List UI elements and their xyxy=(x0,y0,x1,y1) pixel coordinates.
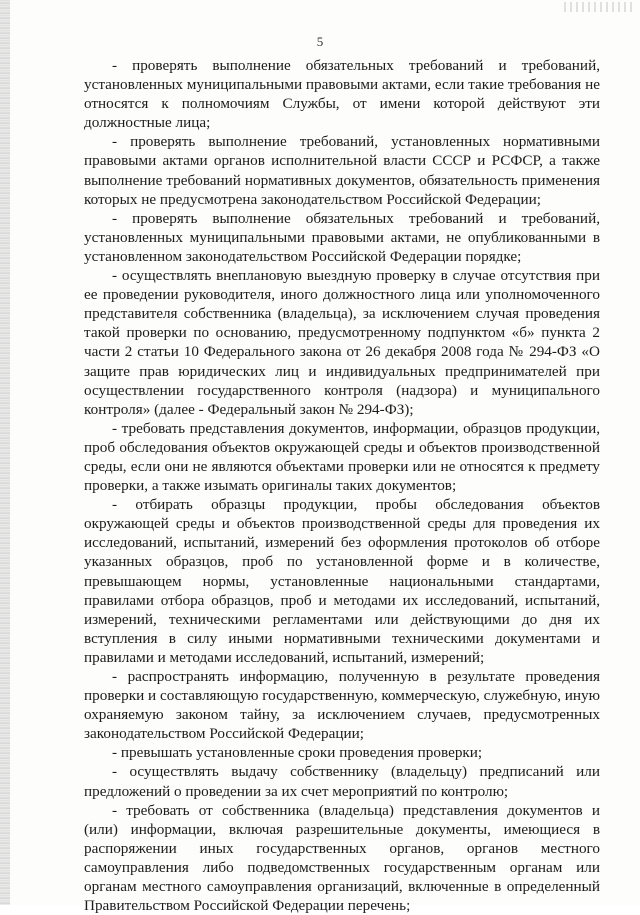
scan-edge xyxy=(0,0,10,905)
scan-artifact xyxy=(564,2,634,12)
page-number: 5 xyxy=(316,34,324,49)
paragraph: - требовать от собственника (владельца) представления документов и (или) информации, включая разрешительные документы, имеющиеся в распоряжении иных государственных органов, органов местного самоуправления либо подведомственных государственным органам или органам местного самоуправления организаций, включенные в определенный Правительством Российской Федерации перечень; xyxy=(84,801,600,915)
paragraph: - распространять информацию, полученную в результате проведения проверки и составляющую государственную, коммерческую, служебную, иную охраняемую законом тайну, за исключением случаев, предусмотренных законодательством Российской Федерации; xyxy=(84,668,600,743)
paragraph: - превышать установленные сроки проведения проверки; xyxy=(112,744,483,762)
document-body xyxy=(84,56,600,915)
paragraph: - осуществлять внеплановую выездную проверку в случае отсутствия при ее проведении руководителя, иного должностного лица или уполномоченного представителя собственника (владельца), за исключением случая проведения такой проверки по основанию, предусмотренному подпунктом «б» пункта 2 части 2 статьи 10 Федерального закона от 26 декабря 2008 года № 294-ФЗ «О защите прав юридических лиц и индивидуальных предпринимателей при осуществлении государственного контроля (надзора) и муниципального контроля» (далее - Федеральный закон № 294-ФЗ); xyxy=(84,267,600,418)
paragraph: - требовать представления документов, информации, образцов продукции, проб обследования объектов окружающей среды и объектов производственной среды, если они не являются объектами проверки или не относятся к предмету проверки, а также изымать оригиналы таких документов; xyxy=(84,419,600,495)
paragraph: - проверять выполнение требований, установленных нормативными правовыми актами органов исполнительной власти СССР и РСФСР, а также выполнение требований нормативных документов, обязательность применения которых не предусмотрена законодательством Российской Федерации; xyxy=(84,133,600,208)
paragraph: - проверять выполнение обязательных требований и требований, установленных муниципальными правовыми актами, не опубликованными в установленном законодательством Российской Федерации порядке; xyxy=(84,209,600,265)
paragraph: - осуществлять выдачу собственнику (владельцу) предписаний или предложений о проведении за их счет мероприятий по контролю; xyxy=(84,763,600,800)
paragraph: - проверять выполнение обязательных требований и требований, установленных муниципальными правовыми актами, если такие требования не относятся к полномочиям Службы, от имени которой действуют эти должностные лица; xyxy=(84,57,600,132)
paragraph: - отбирать образцы продукции, пробы обследования объектов окружающей среды и объектов производственной среды для проведения их исследований, испытаний, измерений без оформления протоколов об отборе указанных образцов, проб по установленной форме и в количестве, превышающем нормы, установленные национальными стандартами, правилами отбора образцов, проб и методами их исследований, испытаний, измерений, техническими регламентами или действующими до дня их вступления в силу иными нормативными техническими документами и правилами и методами исследований, испытаний, измерений; xyxy=(84,496,600,666)
